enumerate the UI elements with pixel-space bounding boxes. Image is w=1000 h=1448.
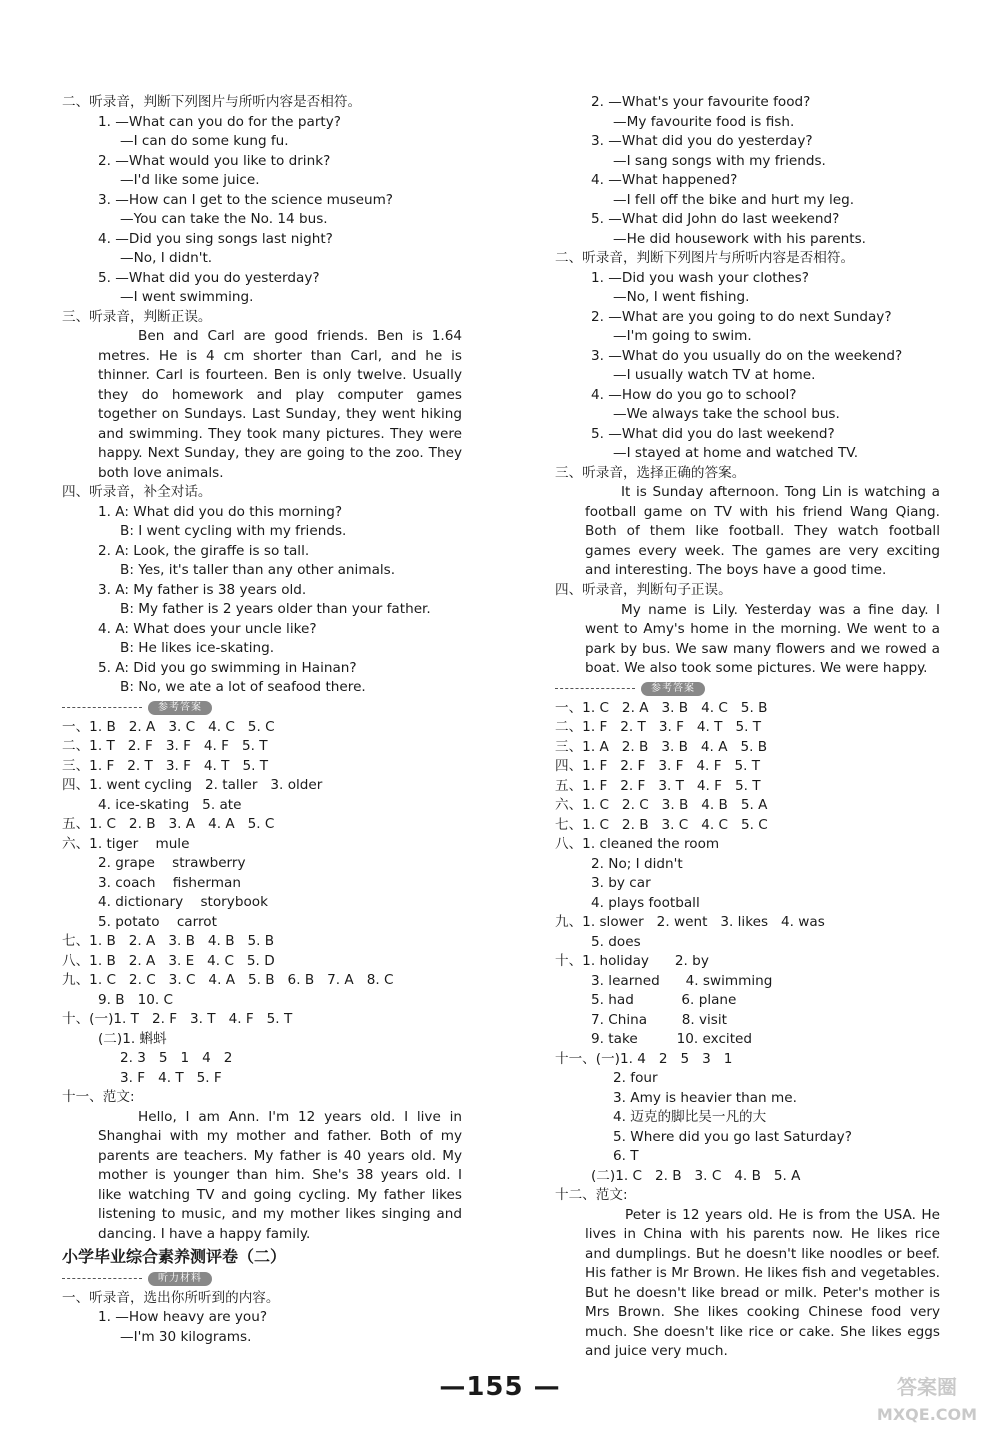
- answer-divider: [62, 698, 462, 718]
- answer-line: 2. grape strawberry: [98, 855, 246, 871]
- answer-line: 3. learned 4. swimming: [591, 972, 773, 989]
- dialog-line: 4. A: What does your uncle like?: [98, 620, 317, 637]
- listening-divider: [62, 1269, 462, 1289]
- answer-line: 五、1. F 2. F 3. T 4. F 5. T: [555, 777, 761, 794]
- answer-line: 4. plays football: [591, 894, 700, 911]
- dialog-line: —I'd like some juice.: [120, 172, 260, 188]
- answer-line: 十、(一)1. T 2. F 3. T 4. F 5. T: [62, 1011, 293, 1027]
- dialog-line: —We always take the school bus.: [613, 406, 840, 422]
- divider-line: [62, 1278, 142, 1279]
- dialog-line: —You can take the No. 14 bus.: [120, 211, 328, 227]
- answer-line: 九、1. slower 2. went 3. likes 4. was: [555, 914, 825, 930]
- dialog-line: 4. —What happened?: [591, 172, 738, 188]
- answer-line: 6. T: [613, 1148, 639, 1164]
- listening-tag: 听力材料: [148, 1272, 212, 1286]
- dialog-line: —I can do some kung fu.: [120, 133, 289, 149]
- dialog-line: —I went swimming.: [120, 289, 254, 305]
- answer-line: 二、1. T 2. F 3. F 4. F 5. T: [62, 738, 268, 754]
- watermark-logo: [862, 1370, 992, 1442]
- dialog-line: 4. —Did you sing songs last night?: [98, 230, 333, 247]
- dialog-line: 2. A: Look, the giraffe is so tall.: [98, 542, 310, 559]
- answer-line: 7. China 8. visit: [591, 1011, 727, 1028]
- answer-line: 5. had 6. plane: [591, 992, 737, 1008]
- answer-line: 七、1. B 2. A 3. B 4. B 5. B: [62, 933, 275, 949]
- dialog-line: 3. A: My father is 38 years old.: [98, 581, 307, 598]
- section-heading: 一、听录音，选出你所听到的内容。: [62, 1289, 280, 1306]
- dialog-line: B: No, we ate a lot of seafood there.: [120, 679, 366, 695]
- section-heading: 二、听录音，判断下列图片与所听内容是否相符。: [62, 94, 362, 110]
- answer-line: 一、1. B 2. A 3. C 4. C 5. C: [62, 718, 275, 735]
- answer-line: 十一、(一)1. 4 2 5 3 1: [555, 1050, 733, 1067]
- dialog-line: B: He likes ice-skating.: [120, 640, 275, 656]
- reading-passage: Ben and Carl are good friends. Ben is 1.64 metres. He is 4 cm shorter than Carl, and he is thinner. Carl is fourteen. Ben is only twelve. Usually they do homework and play computer games together on Sundays. Last Sunday, they went hiking and swimming. They took many pictures. They were happy. Next Sunday, they are going to the zoo. They both love animals.: [98, 328, 462, 481]
- answer-line: 4. dictionary storybook: [98, 894, 268, 910]
- answer-line: 2. four: [613, 1070, 658, 1086]
- dialog-line: 1. —What can you do for the party?: [98, 113, 342, 130]
- watermark-text: 答案圈: [897, 1375, 957, 1399]
- answer-line: 9. B 10. C: [98, 991, 174, 1008]
- answer-line: 七、1. C 2. B 3. C 4. C 5. C: [555, 816, 768, 833]
- page-number: —155 —: [439, 1372, 561, 1402]
- answer-line: 9. take 10. excited: [591, 1031, 753, 1047]
- answer-line: 三、1. F 2. T 3. F 4. T 5. T: [62, 757, 269, 774]
- answer-line: 5. Where did you go last Saturday?: [613, 1128, 852, 1145]
- answer-line: 八、1. cleaned the room: [555, 836, 720, 852]
- section-heading: 四、听录音，补全对话。: [62, 484, 212, 500]
- answer-line: 3. Amy is heavier than me.: [613, 1089, 797, 1106]
- answer-line: 一、1. C 2. A 3. B 4. C 5. B: [555, 699, 768, 716]
- reading-passage: It is Sunday afternoon. Tong Lin is watching a football game on TV with his friend Wang Qiang. Both of them like football. They watch football games every week. The games are very exciting and interesting. The boys have a good time.: [585, 484, 940, 578]
- answer-tag: 参考答案: [641, 682, 705, 696]
- section-heading: 三、听录音，判断正误。: [62, 308, 212, 325]
- answer-line: 六、1. C 2. C 3. B 4. B 5. A: [555, 797, 768, 813]
- answer-line: 九、1. C 2. C 3. C 4. A 5. B 6. B 7. A 8. C: [62, 972, 394, 988]
- answer-line: 四、1. went cycling 2. taller 3. older: [62, 777, 323, 793]
- answer-divider: [555, 679, 940, 699]
- answer-line: 六、1. tiger mule: [62, 835, 190, 852]
- dialog-line: B: I went cycling with my friends.: [120, 523, 347, 539]
- answer-line: 十、1. holiday 2. by: [555, 953, 709, 969]
- answer-line: 3. F 4. T 5. F: [120, 1069, 222, 1086]
- dialog-line: 3. —What did you do yesterday?: [591, 133, 813, 149]
- watermark-url: MXQE.COM: [876, 1405, 978, 1424]
- dialog-line: 1. A: What did you do this morning?: [98, 503, 343, 520]
- dialog-line: 2. —What would you like to drink?: [98, 152, 331, 169]
- dialog-line: 2. —What are you going to do next Sunday?: [591, 308, 892, 325]
- dialog-line: —No, I didn't.: [120, 250, 213, 266]
- dialog-line: —No, I went fishing.: [613, 289, 750, 305]
- answer-line: 3. by car: [591, 875, 651, 891]
- answer-line: (二)1. 蝌蚪: [98, 1030, 167, 1047]
- answer-tag: 参考答案: [148, 701, 212, 715]
- dialog-line: —I fell off the bike and hurt my leg.: [613, 191, 855, 208]
- section-heading: 三、听录音，选择正确的答案。: [555, 464, 746, 481]
- divider-line: [555, 688, 635, 689]
- dialog-line: 1. —How heavy are you?: [98, 1309, 268, 1325]
- dialog-line: —I stayed at home and watched TV.: [613, 445, 859, 461]
- dialog-line: 2. —What's your favourite food?: [591, 94, 811, 110]
- divider-line: [62, 707, 142, 708]
- answer-line: 四、1. F 2. F 3. F 4. F 5. T: [555, 758, 761, 774]
- test-title: 小学毕业综合素养测评卷（二）: [62, 1246, 287, 1266]
- reading-passage: My name is Lily. Yesterday was a fine day. I went to Amy's home in the morning. We went to a park by bus. We saw many flowers and we rowed a boat. We also took some pictures. We were happy.: [585, 601, 940, 676]
- dialog-line: 1. —Did you wash your clothes?: [591, 269, 809, 286]
- dialog-line: —He did housework with his parents.: [613, 230, 866, 247]
- answer-line: 三、1. A 2. B 3. B 4. A 5. B: [555, 738, 768, 755]
- answer-line: 2. 3 5 1 4 2: [120, 1050, 233, 1066]
- dialog-line: —I'm 30 kilograms.: [120, 1328, 252, 1345]
- answer-line: 4. 迈克的脚比吴一凡的大: [613, 1109, 767, 1125]
- dialog-line: 4. —How do you go to school?: [591, 386, 797, 403]
- answer-line: 2. No; I didn't: [591, 855, 683, 872]
- dialog-line: —My favourite food is fish.: [613, 113, 795, 130]
- dialog-line: 5. A: Did you go swimming in Hainan?: [98, 659, 357, 676]
- left-column: [62, 93, 462, 1347]
- answer-line: 3. coach fisherman: [98, 874, 241, 891]
- answer-line: 4. ice-skating 5. ate: [98, 796, 242, 813]
- answer-line: 十二、范文:: [555, 1187, 628, 1203]
- dialog-line: 3. —What do you usually do on the weekend?: [591, 347, 903, 364]
- dialog-line: —I usually watch TV at home.: [613, 367, 816, 383]
- section-heading: 二、听录音，判断下列图片与所听内容是否相符。: [555, 250, 855, 266]
- answer-line: 二、1. F 2. T 3. F 4. T 5. T: [555, 719, 762, 735]
- answer-line: (二)1. C 2. B 3. C 4. B 5. A: [591, 1167, 801, 1184]
- dialog-line: 5. —What did John do last weekend?: [591, 211, 840, 227]
- answer-line: 十一、范文:: [62, 1089, 135, 1105]
- model-essay: Hello, I am Ann. I'm 12 years old. I live in Shanghai with my mother and father. Both of my parents are teachers. My father is 40 years old. My mother is younger than him. She's 38 years old. I like watching TV and going cycling. My father likes listening to music, and my mother likes singing and dancing. I have a happy family.: [98, 1108, 462, 1242]
- answer-line: 八、1. B 2. A 3. E 4. C 5. D: [62, 952, 275, 969]
- dialog-line: —I'm going to swim.: [613, 328, 752, 344]
- dialog-line: B: Yes, it's taller than any other animals.: [120, 562, 396, 578]
- answer-line: 5. does: [591, 933, 641, 950]
- dialog-line: —I sang songs with my friends.: [613, 152, 826, 169]
- model-essay: Peter is 12 years old. He is from the USA. He lives in China with his parents now. He likes rice and dumplings. But he doesn't like noodles or beef. His father is Mr Brown. He likes fish and vegetables. But he doesn't like bread or milk. Peter's mother is Mrs Brown. She likes cooking Chinese food very much. She doesn't like rice or cake. She likes eggs and juice very much.: [585, 1206, 940, 1359]
- dialog-line: 5. —What did you do last weekend?: [591, 425, 835, 442]
- answer-line: 五、1. C 2. B 3. A 4. A 5. C: [62, 816, 275, 832]
- answer-line: 5. potato carrot: [98, 913, 217, 930]
- section-heading: 四、听录音，判断句子正误。: [555, 582, 732, 598]
- dialog-line: 5. —What did you do yesterday?: [98, 269, 320, 286]
- dialog-line: 3. —How can I get to the science museum?: [98, 191, 394, 208]
- dialog-line: B: My father is 2 years older than your father.: [120, 601, 431, 617]
- right-column: [555, 93, 940, 1364]
